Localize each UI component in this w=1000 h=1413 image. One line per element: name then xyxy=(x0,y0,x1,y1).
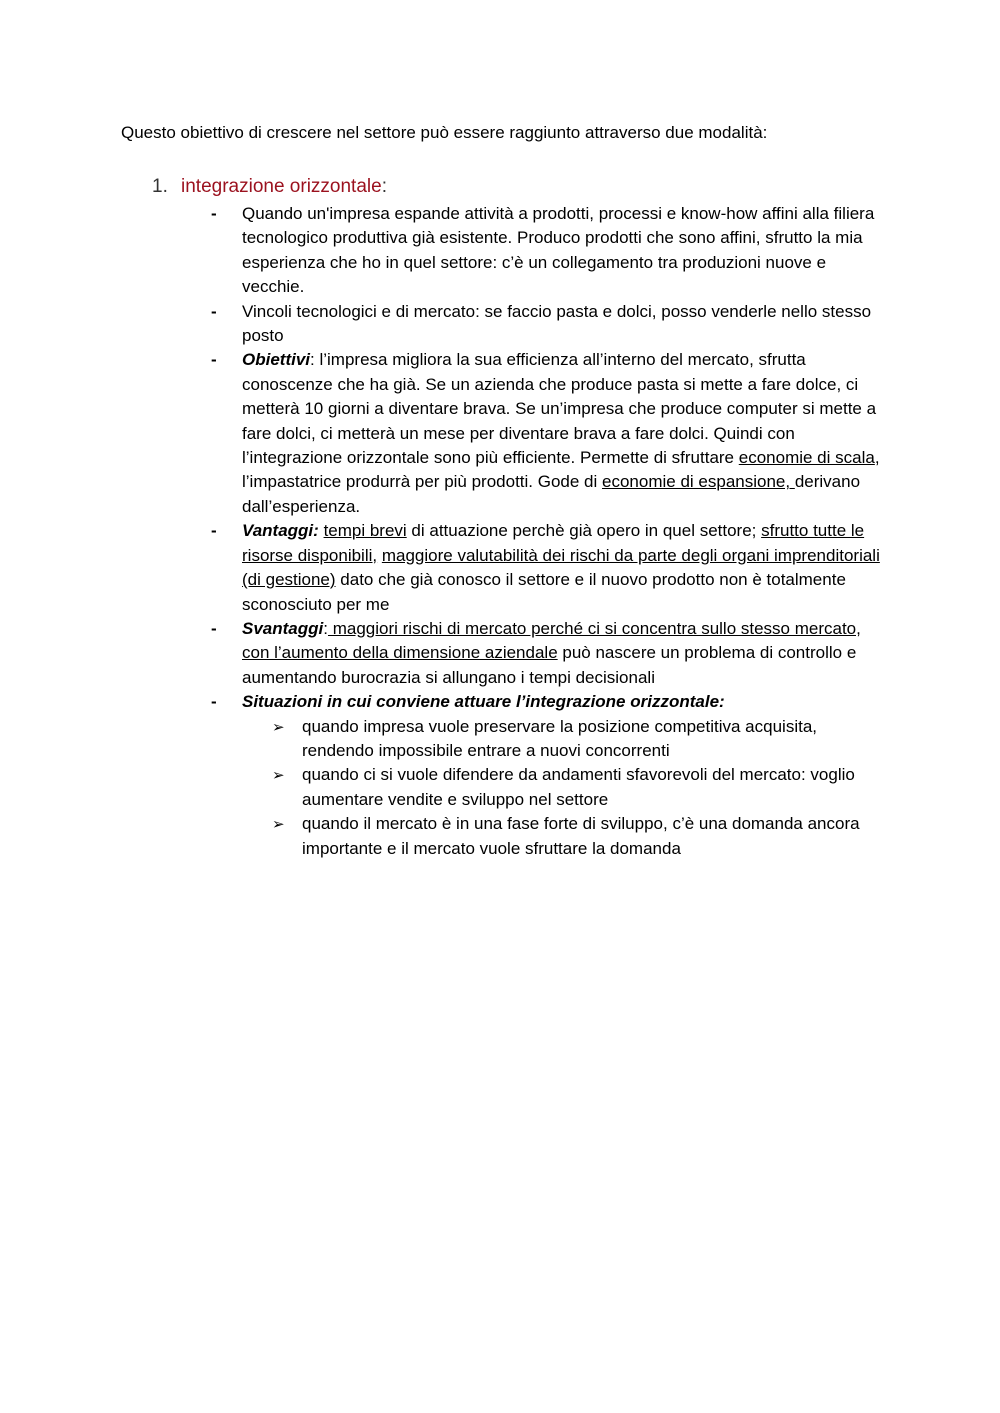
sub-bullet-item xyxy=(242,763,888,812)
underlined-term: maggiori rischi di mercato perché ci si concentra sullo stesso mercato, con l’aumento della dimensione aziendale xyxy=(242,618,861,663)
bullet-item-objectives xyxy=(208,348,888,519)
bullet-list xyxy=(208,202,888,861)
bullet-text: dato che già conosco il settore e il nuovo prodotto non è totalmente sconosciuto per me xyxy=(242,570,846,614)
section-title: integrazione orizzontale xyxy=(181,176,382,197)
dash-marker: - xyxy=(211,204,217,223)
dash-marker: - xyxy=(211,618,217,638)
bullet-text: : l’impresa migliora la sua efficienza all’interno del mercato, sfrutta conoscenze che ha già. Se un azienda che produce pasta si mette a fare dolce, ci metterà 10 giorni a diventare brava. Se un’impresa che produce computer si mette a fare dolci, ci metterà un mese per diventare brava a fare dolci. Quindi con l’integrazione orizzontale sono più efficiente. Permette di sfruttare xyxy=(242,350,877,468)
section-number: 1. xyxy=(152,176,168,197)
sub-bullet-text: quando il mercato è in una fase forte di sviluppo, c’è una domanda ancora importante e il mercato vuole sfruttare la domanda xyxy=(302,814,860,858)
dash-marker: - xyxy=(211,350,217,370)
bullet-text: di attuazione perchè già opero in quel settore; xyxy=(406,521,762,541)
arrow-icon: ➢ xyxy=(272,815,285,834)
intro-paragraph: Questo obiettivo di crescere nel settore può essere raggiunto attraverso due modalità: xyxy=(121,123,768,142)
arrow-icon: ➢ xyxy=(272,766,285,785)
bullet-text: può nascere un problema di controllo e aumentando burocrazia si allungano i tempi decisionali xyxy=(242,643,857,687)
bullet-text: , l’impastatrice produrrà per più prodotti. Gode di xyxy=(242,448,880,492)
section-colon: : xyxy=(381,176,387,197)
bullet-item-advantages xyxy=(208,519,888,617)
bullet-label: Vantaggi: xyxy=(242,521,319,541)
sub-bullet-text: quando impresa vuole preservare la posizione competitiva acquisita, rendendo impossibile entrare a nuovi concorrenti xyxy=(302,716,818,760)
bullet-label: Situazioni in cui conviene attuare l’integrazione orizzontale: xyxy=(242,692,725,712)
underlined-term: sfrutto tutte le risorse disponibili, xyxy=(242,521,865,565)
underlined-term: maggiore valutabilità dei rischi da parte degli organi imprenditoriali (di gestione) xyxy=(242,545,880,590)
bullet-text: : xyxy=(323,618,328,638)
bullet-item-situations xyxy=(208,690,888,861)
bullet-item-disadvantages xyxy=(208,617,888,690)
bullet-item-definition xyxy=(208,202,888,300)
dash-marker: - xyxy=(211,692,217,712)
bullet-text: Vincoli tecnologici e di mercato: se faccio pasta e dolci, posso venderle nello stesso posto xyxy=(242,301,872,346)
section-heading xyxy=(152,174,387,200)
sub-bullet-item xyxy=(242,812,888,861)
arrow-icon: ➢ xyxy=(272,717,285,736)
underlined-term: tempi brevi xyxy=(323,521,407,541)
sub-bullet-item xyxy=(242,715,888,764)
bullet-item-constraints xyxy=(208,300,888,349)
bullet-label: Svantaggi xyxy=(242,618,324,638)
dash-marker: - xyxy=(211,521,217,541)
underlined-term: economie di scala xyxy=(738,448,875,468)
bullet-text: Quando un'impresa espande attività a prodotti, processi e know-how affini alla filiera tecnologico produttiva già esistente. Produco prodotti che sono affini, sfrutto la mia esperienza che ho in quel settore: c’è un collegamento tra produzioni nuove e vecchie. xyxy=(242,204,875,297)
bullet-label: Obiettivi xyxy=(242,350,311,370)
underlined-term: economie di espansione, xyxy=(602,472,795,492)
sub-bullet-text: quando ci si vuole difendere da andamenti sfavorevoli del mercato: voglio aumentare vendite e sviluppo nel settore xyxy=(302,765,855,809)
bullet-text: derivano dall’esperienza. xyxy=(242,472,861,516)
dash-marker: - xyxy=(211,301,217,321)
sub-bullet-list xyxy=(242,715,888,861)
